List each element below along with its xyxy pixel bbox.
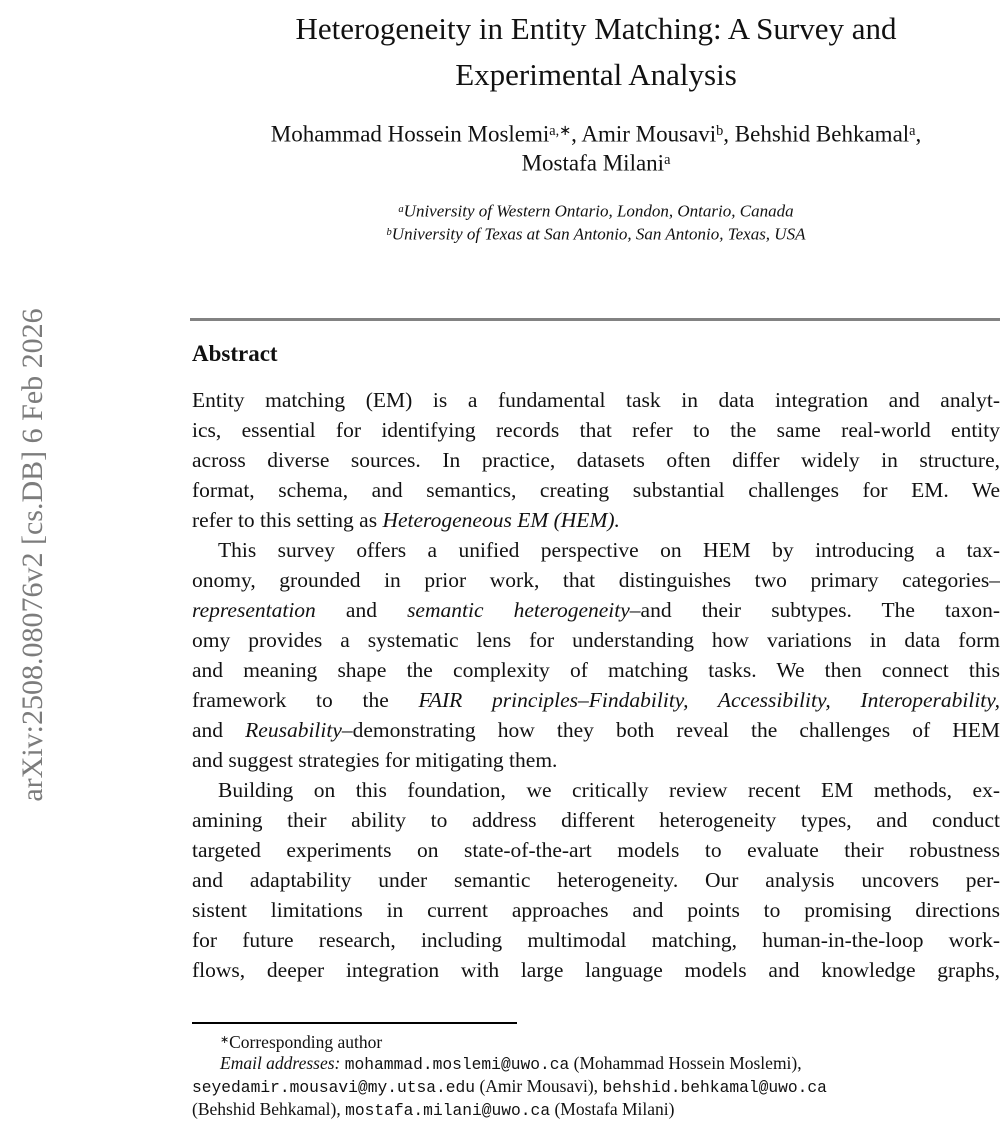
- author-line: [192, 117, 1000, 146]
- abstract-line-segment: This survey offers a unified perspective on HEM by introducing a tax-: [218, 538, 1000, 562]
- footnote-line-segment: behshid.behkamal@uwo.ca: [602, 1078, 827, 1097]
- abstract-line-segment: –and their subtypes. The taxon-: [629, 598, 1000, 622]
- abstract-line-segment: Building on this foundation, we critically review recent EM methods, ex-: [218, 778, 1000, 802]
- abstract-line: [192, 625, 1000, 655]
- abstract-heading: Abstract: [192, 341, 278, 366]
- abstract-line: [192, 835, 1000, 865]
- affiliation-list: [192, 198, 1000, 244]
- footnote-line: [192, 1029, 1000, 1052]
- affiliation-line-segment: University of Western Ontario, London, Ontario, Canada: [403, 201, 794, 221]
- arxiv-watermark: arXiv:2508.08076v2 [cs.DB] 6 Feb 2026: [16, 308, 49, 802]
- footnote-block: [192, 1029, 1000, 1121]
- author-line-segment: ,: [915, 121, 922, 147]
- abstract-line: [192, 385, 1000, 415]
- abstract-line-segment: Heterogeneous EM (HEM).: [382, 508, 620, 532]
- paper-title-line-2: Experimental Analysis: [455, 57, 737, 92]
- footnote-line-segment: (Mohammad Hossein Moslemi),: [569, 1053, 802, 1073]
- abstract-line: [192, 865, 1000, 895]
- abstract-line-segment: onomy, grounded in prior work, that distinguishes two primary categories–: [192, 568, 1000, 592]
- abstract-line: [192, 415, 1000, 445]
- footnote-line-segment: (Mostafa Milani): [550, 1099, 675, 1119]
- abstract-line-segment: for future research, including multimodal matching, human-in-the-loop work-: [192, 928, 1000, 952]
- abstract-line: [192, 505, 1000, 535]
- author-line-segment: a: [664, 152, 671, 168]
- abstract-line: [192, 475, 1000, 505]
- footnote-line-segment: Email addresses:: [220, 1053, 345, 1073]
- abstract-line: [192, 595, 1000, 625]
- footnote-line-segment: mohammad.moslemi@uwo.ca: [344, 1055, 570, 1074]
- footnote-line-segment: mostafa.milani@uwo.ca: [345, 1101, 551, 1120]
- paper-title-line-1: Heterogeneity in Entity Matching: A Survey and: [295, 11, 897, 46]
- abstract-body: [192, 385, 1000, 985]
- footnote-line: [192, 1052, 1000, 1075]
- abstract-line: [192, 445, 1000, 475]
- abstract-line-segment: semantic heterogeneity: [407, 598, 630, 622]
- abstract-line: [192, 685, 1000, 715]
- affiliation-line-segment: University of Texas at San Antonio, San Antonio, Texas, USA: [391, 224, 806, 244]
- affiliation-line-segment: b: [386, 227, 392, 238]
- affiliation-line-segment: a: [398, 204, 404, 215]
- affiliation-line: [192, 198, 1000, 221]
- author-line-segment: , Amir Mousavi: [571, 121, 717, 147]
- abstract-line-segment: across diverse sources. In practice, datasets often differ widely in structure,: [192, 448, 1000, 472]
- abstract-line-segment: refer to this setting as: [192, 508, 383, 532]
- abstract-line: [192, 745, 1000, 775]
- footnote-line-segment: (Behshid Behkamal),: [192, 1099, 346, 1119]
- abstract-line-segment: and meaning shape the complexity of matching tasks. We then connect this: [192, 658, 1000, 682]
- abstract-line-segment: ics, essential for identifying records that refer to the same real-world entity: [192, 418, 1000, 442]
- footnote-line: [192, 1075, 1000, 1098]
- author-list: [192, 117, 1000, 175]
- abstract-line: [192, 925, 1000, 955]
- abstract-line: [192, 775, 1000, 805]
- abstract-line-segment: representation: [192, 598, 316, 622]
- paper-title: [192, 6, 1000, 98]
- abstract-line-segment: targeted experiments on state-of-the-art models to evaluate their robustness: [192, 838, 1000, 862]
- abstract-line-segment: and: [315, 598, 408, 622]
- abstract-line-segment: Entity matching (EM) is a fundamental task in data integration and analyt-: [192, 388, 1000, 412]
- footnote-line: [192, 1098, 1000, 1121]
- footnote-line-segment: (Amir Mousavi),: [475, 1076, 603, 1096]
- abstract-line-segment: and: [192, 718, 246, 742]
- abstract-line-segment: amining their ability to address different heterogeneity types, and conduct: [192, 808, 1000, 832]
- footnote-line-segment: ∗: [220, 1034, 230, 1046]
- abstract-line: [192, 655, 1000, 685]
- author-line: [192, 146, 1000, 175]
- author-line-segment: Mohammad Hossein Moslemi: [270, 121, 550, 147]
- footnote-line-segment: Corresponding author: [229, 1031, 383, 1052]
- author-line-segment: a,∗: [549, 123, 572, 139]
- abstract-line-segment: FAIR principles–Findability, Accessibility, Interoperability,: [418, 688, 1000, 712]
- abstract-line-segment: format, schema, and semantics, creating substantial challenges for EM. We: [192, 478, 1000, 502]
- abstract-line: [192, 955, 1000, 985]
- abstract-line-segment: and suggest strategies for mitigating them.: [192, 748, 558, 772]
- abstract-line-segment: –demonstrating how they both reveal the challenges of HEM: [341, 718, 1000, 742]
- abstract-line-segment: framework to the: [192, 688, 419, 712]
- abstract-top-rule: [190, 318, 1000, 321]
- abstract-line: [192, 565, 1000, 595]
- abstract-line-segment: sistent limitations in current approaches and points to promising directions: [192, 898, 1000, 922]
- author-line-segment: b: [716, 123, 724, 139]
- abstract-line-segment: omy provides a systematic lens for understanding how variations in data form: [192, 628, 1000, 652]
- abstract-line-segment: and adaptability under semantic heterogeneity. Our analysis uncovers per-: [192, 868, 1000, 892]
- author-line-segment: Mostafa Milani: [521, 150, 665, 176]
- abstract-line-segment: Reusability: [245, 718, 342, 742]
- abstract-line: [192, 805, 1000, 835]
- footnote-rule: [192, 1022, 517, 1024]
- abstract-line: [192, 535, 1000, 565]
- abstract-line: [192, 715, 1000, 745]
- affiliation-line: [192, 221, 1000, 244]
- footnote-line-segment: seyedamir.mousavi@my.utsa.edu: [192, 1078, 476, 1097]
- author-line-segment: a: [909, 123, 916, 139]
- abstract-line-segment: flows, deeper integration with large language models and knowledge graphs,: [192, 958, 1000, 982]
- abstract-line: [192, 895, 1000, 925]
- author-line-segment: , Behshid Behkamal: [723, 121, 910, 147]
